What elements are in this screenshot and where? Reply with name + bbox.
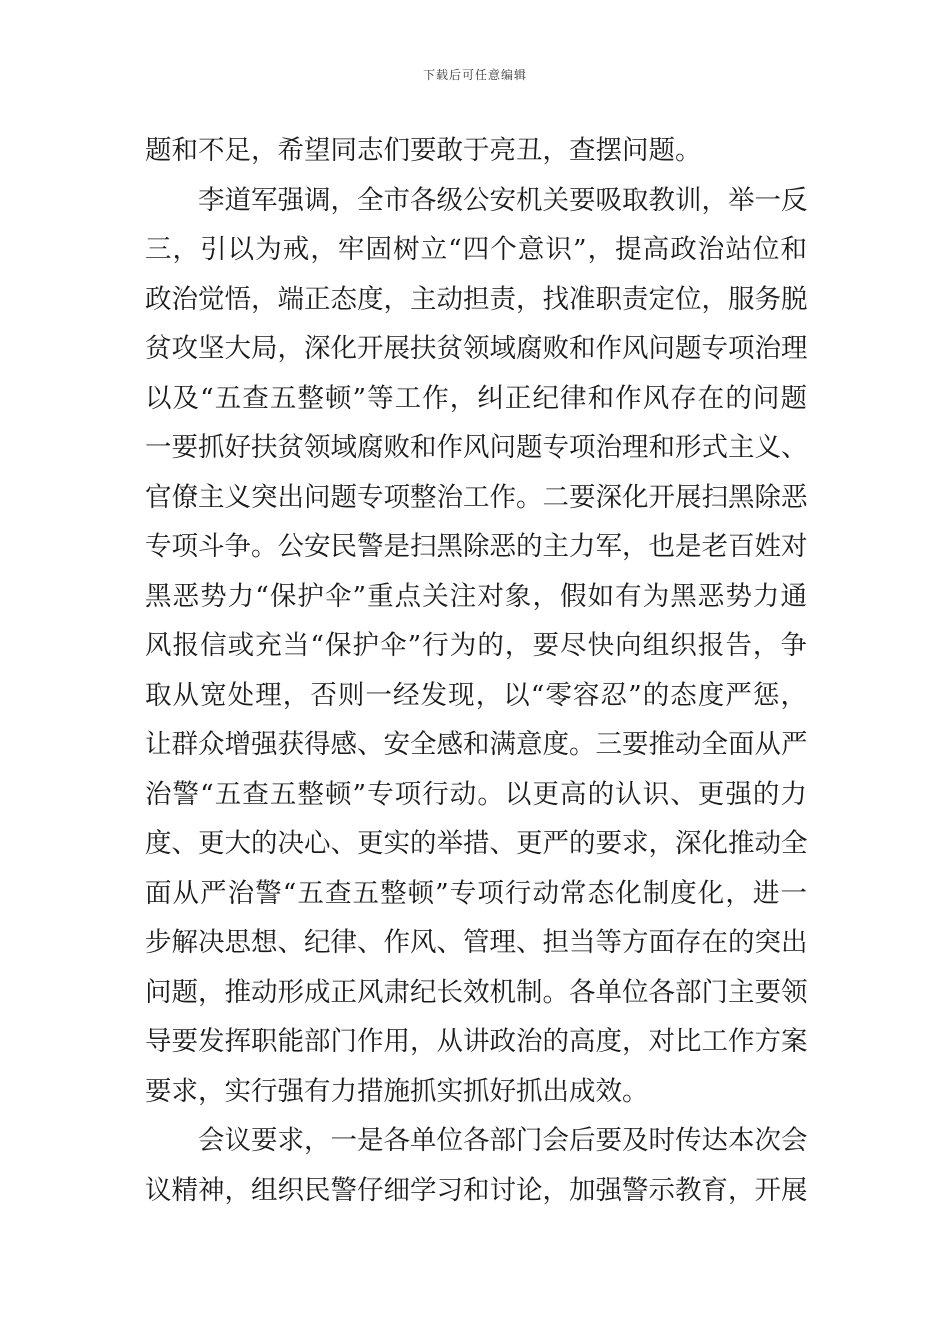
text-line: 让群众增强获得感、安全感和满意度。三要推动全面从严 [145, 729, 808, 760]
text-line: 议精神，组织民警仔细学习和讨论，加强警示教育，开展 [145, 1174, 808, 1206]
text-line: 风报信或充当“保护伞”行为的，要尽快向组织报告，争 [145, 630, 807, 661]
text-line: 导要发挥职能部门作用，从讲政治的高度，对比工作方案 [145, 1026, 808, 1057]
text-line: 官僚主义突出问题专项整治工作。二要深化开展扫黑除恶 [145, 481, 808, 513]
text-line: 专项斗争。公安民警是扫黑除恶的主力军，也是老百姓对 [145, 531, 808, 562]
text-line: 步解决思想、纪律、作风、管理、担当等方面存在的突出 [145, 927, 808, 958]
text-line: 李道军强调，全市各级公安机关要吸取教训，举一反 [198, 184, 808, 216]
text-line: 会议要求，一是各单位各部门会后要及时传达本次会 [198, 1125, 808, 1156]
text-line: 度、更大的决心、更实的举措、更严的要求，深化推动全 [145, 828, 808, 859]
text-line: 政治觉悟，端正态度，主动担责，找准职责定位，服务脱 [145, 283, 808, 315]
text-line: 一要抓好扶贫领域腐败和作风问题专项治理和形式主义、 [145, 432, 808, 463]
text-line: 要求，实行强有力措施抓实抓好抓出成效。 [145, 1075, 649, 1107]
text-line: 问题，推动形成正风肃纪长效机制。各单位各部门主要领 [145, 976, 808, 1008]
text-line: 题和不足，希望同志们要敢于亮丑，查摆问题。 [145, 135, 702, 166]
body-text [145, 126, 807, 1215]
text-line: 取从宽处理，否则一经发现，以“零容忍”的态度严惩， [145, 679, 807, 711]
text-line: 治警“五查五整顿”专项行动。以更高的认识、更强的力 [145, 778, 807, 810]
text-line: 面从严治警“五查五整顿”专项行动常态化制度化，进一 [145, 877, 807, 909]
text-line: 黑恶势力“保护伞”重点关注对象，假如有为黑恶势力通 [145, 580, 807, 612]
text-line: 三，引以为戒，牢固树立“四个意识”，提高政治站位和 [145, 234, 807, 265]
text-line: 贫攻坚大局，深化开展扶贫领域腐败和作风问题专项治理 [145, 333, 808, 364]
page-header: 下载后可任意编辑 [422, 68, 527, 82]
text-line: 以及“五查五整顿”等工作，纠正纪律和作风存在的问题 [145, 382, 807, 414]
